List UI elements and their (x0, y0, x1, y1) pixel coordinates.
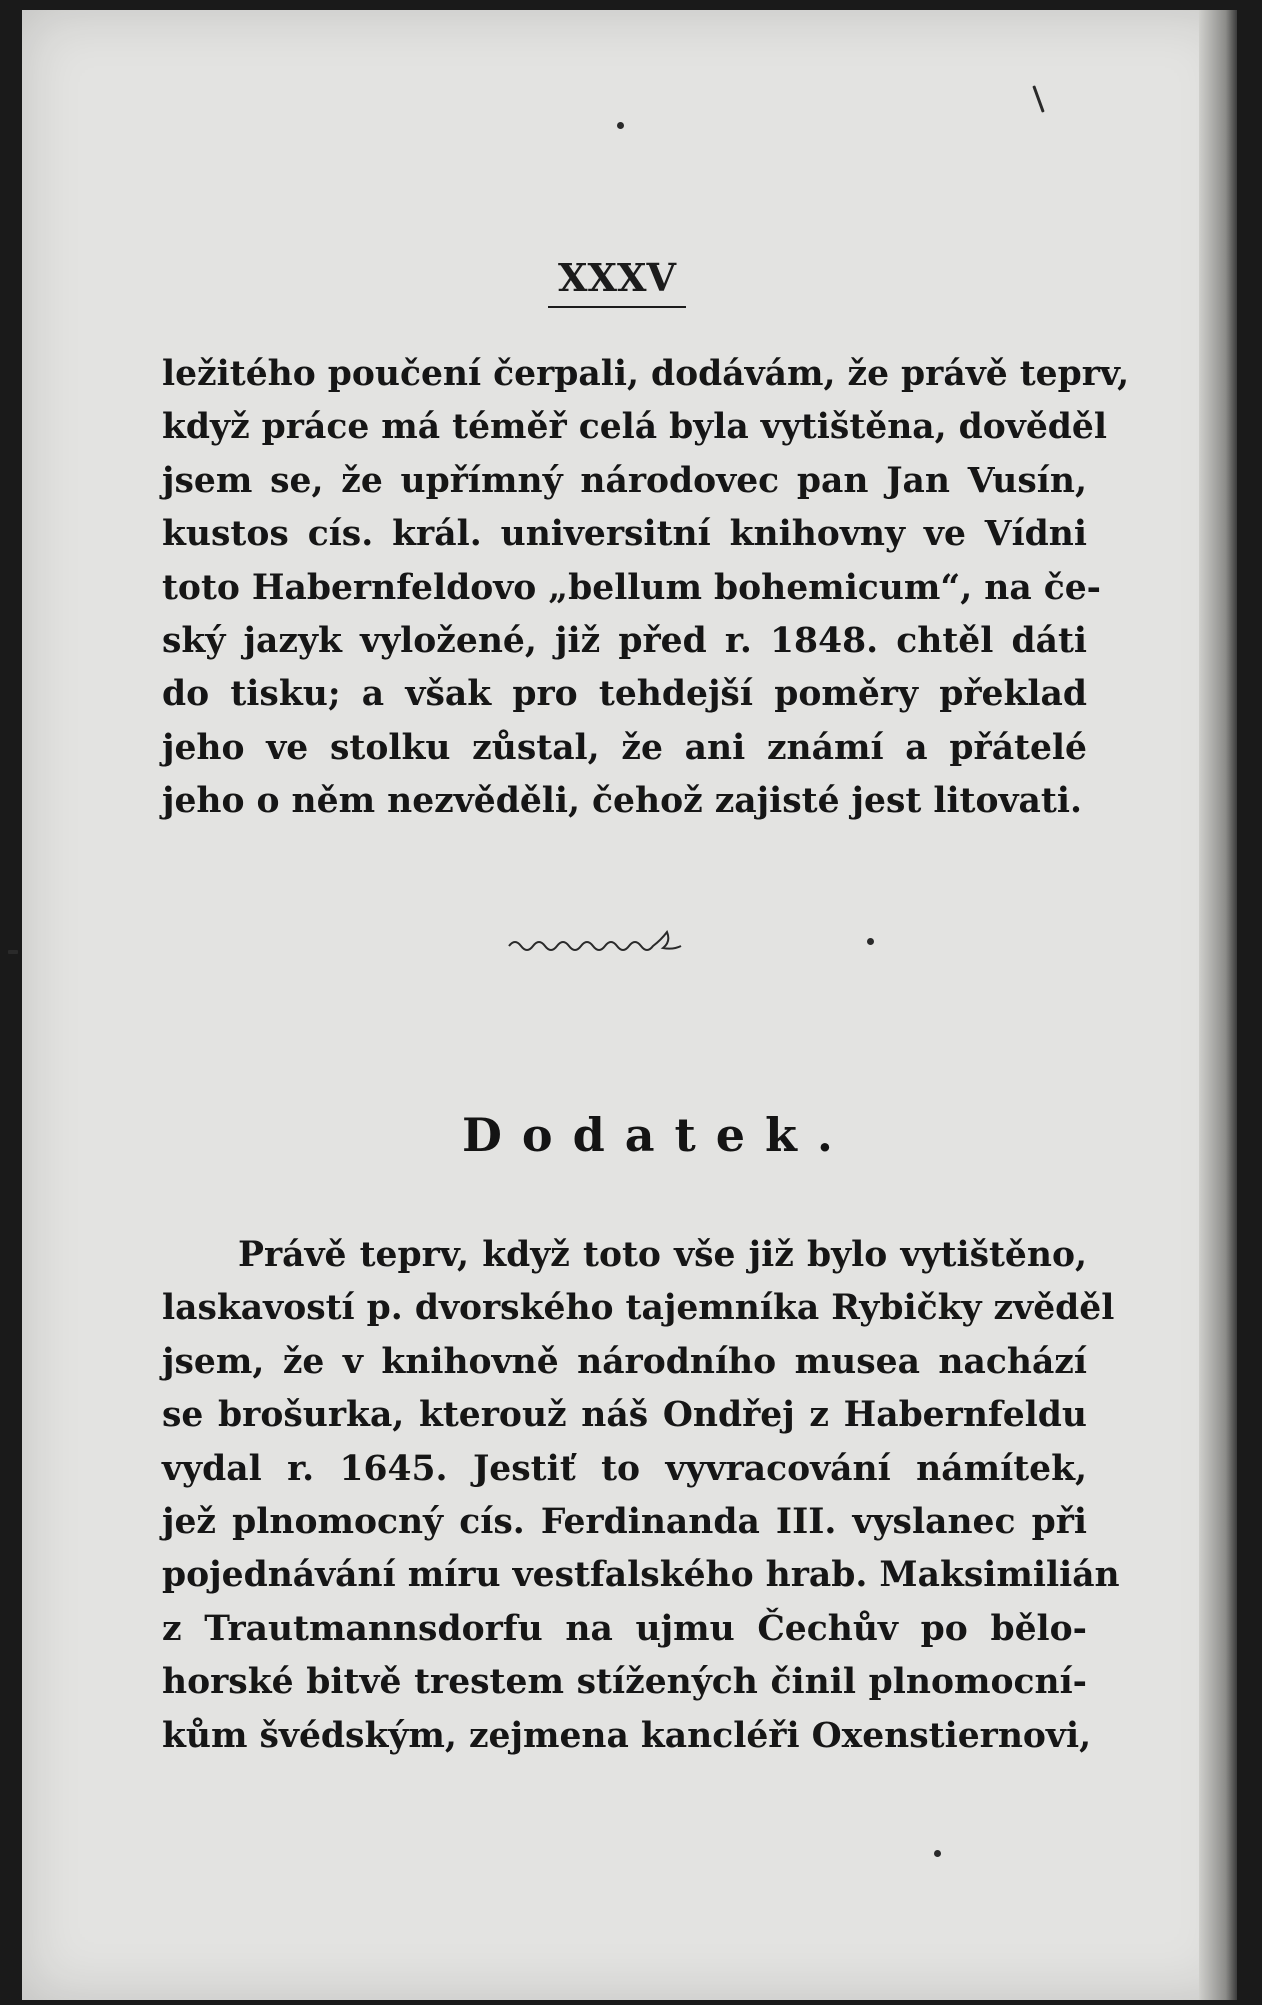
text-line: ležitého poučení čerpali, dodávám, že právě teprv, (162, 354, 1130, 394)
paragraph-1 (162, 348, 1130, 829)
ornament-divider (507, 922, 747, 962)
text-line: vydal r. 1645. Jestiť to vyvracování námítek, (162, 1448, 1087, 1489)
section-heading: Dodatek. (462, 1108, 853, 1162)
page-edge (1199, 10, 1237, 2000)
paper-mark (1032, 85, 1044, 112)
text-line: Právě teprv, když toto vše již bylo vytištěno, (238, 1235, 1087, 1275)
text-line: se brošurka, kterouž náš Ondřej z Habernfeldu (162, 1395, 1087, 1436)
page-number: XXXV (22, 255, 1212, 308)
text-line: jsem, že v knihovně národního musea nachází (162, 1341, 1087, 1382)
text-line: kům švédským, zejmena kancléři Oxenstiernovi, (162, 1715, 1092, 1756)
text-line: kustos cís. král. universitní knihovny ve Vídni (162, 514, 1087, 555)
paper-speck (934, 1850, 941, 1857)
text-line: jeho o něm nezvěděli, čehož zajisté jest litovati. (162, 781, 1082, 822)
text-line: jsem se, že upřímný národovec pan Jan Vusín, (162, 460, 1087, 501)
text-line: jež plnomocný cís. Ferdinanda III. vyslanec při (162, 1502, 1087, 1543)
text-line: laskavostí p. dvorského tajemníka Rybičky zvěděl (162, 1288, 1115, 1329)
text-line: jeho ve stolku zůstal, že ani známí a přátelé (162, 727, 1087, 768)
text-line: když práce má téměř celá byla vytištěna, dověděl (162, 407, 1107, 448)
text-line: do tisku; a však pro tehdejší poměry překlad (162, 674, 1087, 715)
paper-mark (8, 950, 18, 954)
paper-speck (867, 938, 874, 945)
text-line: toto Habernfeldovo „bellum bohemicum“, na če- (162, 567, 1101, 608)
paper-speck (617, 122, 624, 129)
text-line: horské bitvě trestem stížených činil plnomocní- (162, 1662, 1087, 1703)
text-line: ský jazyk vyložené, již před r. 1848. chtěl dáti (162, 621, 1087, 662)
book-page (22, 10, 1237, 2000)
text-line: pojednávání míru vestfalského hrab. Maksimilián (162, 1555, 1120, 1596)
text-line: z Trautmannsdorfu na ujmu Čechův po bělo- (162, 1608, 1087, 1649)
paragraph-2 (162, 1229, 1120, 1763)
